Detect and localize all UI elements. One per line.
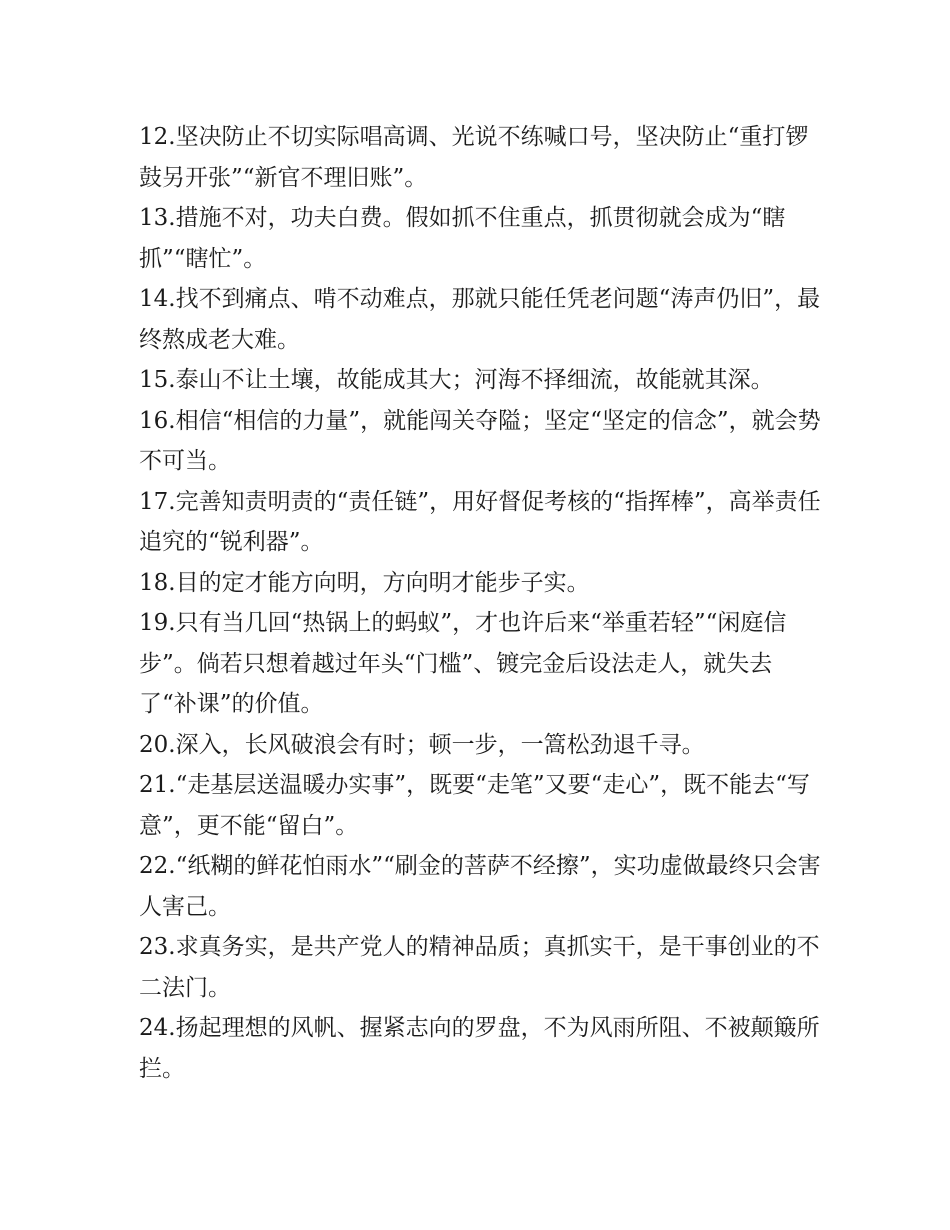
list-item-12: 12.坚决防止不切实际唱高调、光说不练喊口号，坚决防止“重打锣鼓另开张”“新官不理旧账”。	[139, 124, 809, 191]
list-item-23: 23.求真务实，是共产党人的精神品质；真抓实干，是干事创业的不二法门。	[139, 934, 820, 1001]
list-item-17: 17.完善知责明责的“责任链”，用好督促考核的“指挥棒”，高举责任追究的“锐利器”。	[139, 488, 821, 555]
list-item-18: 18.目的定才能方向明，方向明才能步子实。	[139, 569, 590, 596]
document-body	[139, 117, 829, 1089]
list-item-21: 21.“走基层送温暖办实事”，既要“走笔”又要“走心”，既不能去“写意”，更不能“留白”。	[139, 772, 810, 839]
list-item-14: 14.找不到痛点、啃不动难点，那就只能任凭老问题“涛声仍旧”，最终熬成老大难。	[139, 286, 821, 353]
list-item-19: 19.只有当几回“热锅上的蚂蚁”，才也许后来“举重若轻”“闲庭信步”。倘若只想着越过年头“门槛”、镀完金后设法走人，就失去了“补课”的价值。	[139, 610, 787, 717]
list-item-20: 20.深入，长风破浪会有时；顿一步，一篙松劲退千寻。	[139, 731, 705, 758]
list-item-24: 24.扬起理想的风帆、握紧志向的罗盘，不为风雨所阻、不被颠簸所拦。	[139, 1015, 820, 1082]
list-item-22: 22.“纸糊的鲜花怕雨水”“刷金的菩萨不经擦”，实功虚做最终只会害人害己。	[139, 853, 821, 920]
list-item-16: 16.相信“相信的力量”，就能闯关夺隘；坚定“坚定的信念”，就会势不可当。	[139, 407, 821, 474]
list-item-13: 13.措施不对，功夫白费。假如抓不住重点，抓贯彻就会成为“瞎抓”“瞎忙”。	[139, 205, 786, 272]
list-item-15: 15.泰山不让土壤，故能成其大；河海不择细流，故能就其深。	[139, 367, 774, 393]
